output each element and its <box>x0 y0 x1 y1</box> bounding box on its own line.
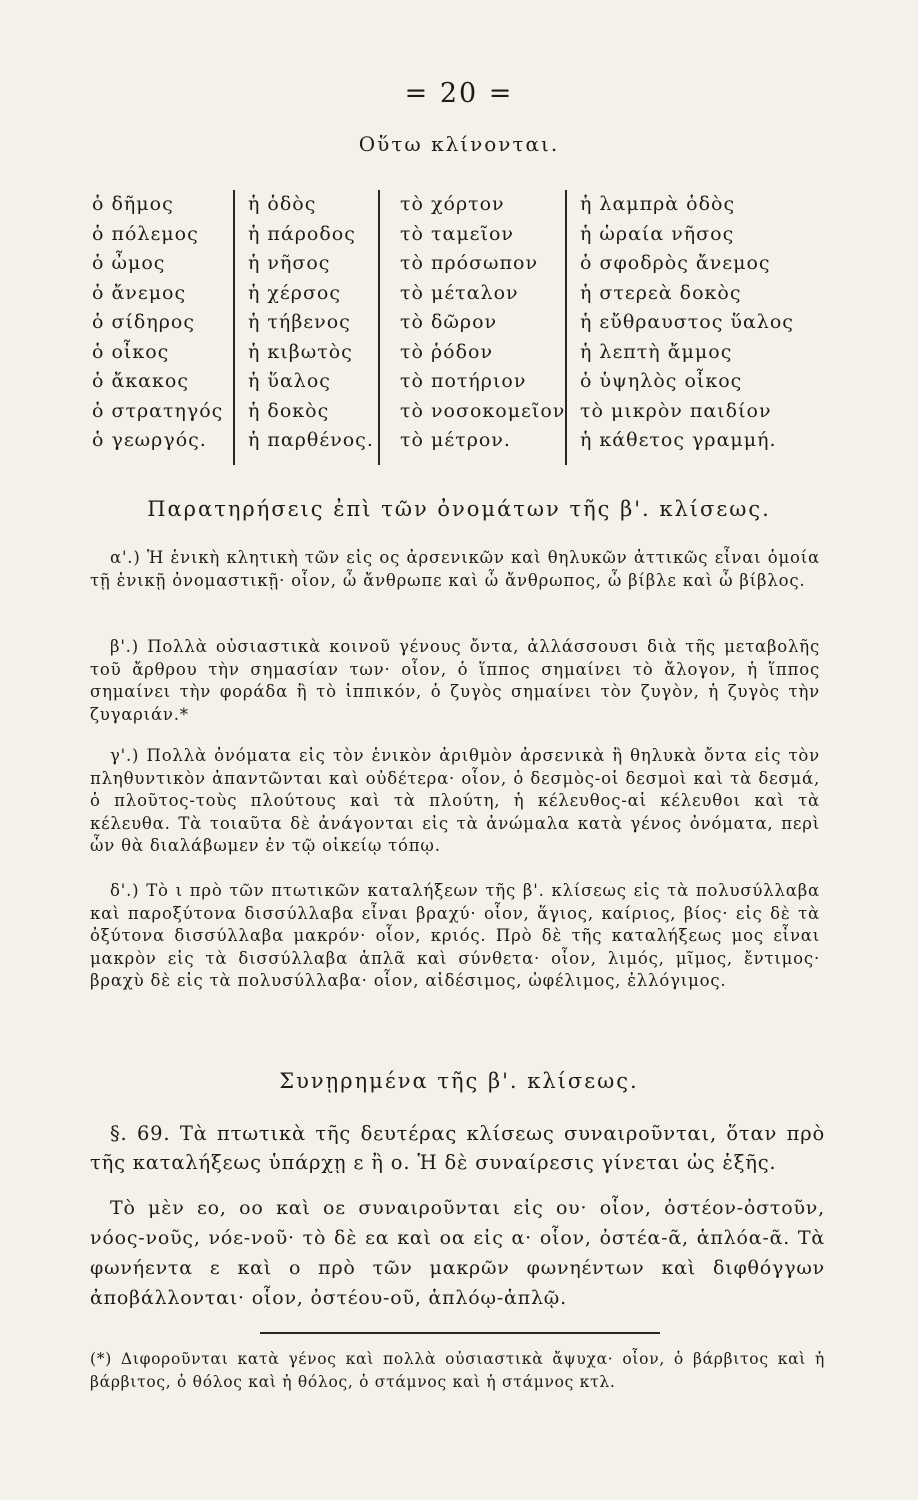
table-cell: ὁ σίδηρος <box>92 311 195 333</box>
table-cell: τὸ δῶρον <box>400 311 498 333</box>
table-cell: ἡ λαμπρὰ ὁδὸς <box>580 193 736 215</box>
table-cell: ὁ ἄνεμος <box>92 281 187 304</box>
paragraph-text: α'.) Ἡ ἑνικὴ κλητικὴ τῶν εἰς ος ἀρσενικῶν καὶ θηλυκῶν ἀττικῶς εἶναι ὁμοία τῇ ἑνικῇ ὀνομαστικῇ· οἷον, ὦ ἄνθρωπε καὶ ὦ ἄνθρωπος, ὦ βίβλε καὶ ὦ βίβλος. <box>90 548 820 590</box>
table-cell: ἡ χέρσος <box>248 281 341 304</box>
table-cell: ἡ δοκὸς <box>248 399 330 422</box>
table-cell: ὁ ὑψηλὸς οἶκος <box>580 370 743 392</box>
paragraph-gamma <box>90 745 820 858</box>
paragraph-beta <box>90 636 820 726</box>
table-cell: τὸ μικρὸν παιδίον <box>580 399 772 422</box>
table-cell: ὁ δῆμος <box>92 193 174 215</box>
footnote: (*) Διφοροῦνται κατὰ γένος καὶ πολλὰ οὐσιαστικὰ ἄψυχα· οἷον, ὁ βάρβιτος καὶ ἡ βάρβιτος, ὁ θόλος καὶ ἡ θόλος, ὁ στάμνος καὶ ἡ στάμνος κτλ. <box>90 1350 825 1391</box>
table-cell: ὁ πόλεμος <box>92 222 199 245</box>
table-cell: ἡ ὕαλος <box>248 370 331 392</box>
table-cell: ἡ νῆσος <box>248 252 331 274</box>
paragraph-delta <box>90 880 820 993</box>
table-cell: ὁ σφοδρὸς ἄνεμος <box>580 252 771 274</box>
column-divider <box>233 190 235 465</box>
contraction-rules-paragraph <box>90 1193 825 1313</box>
table-cell: τὸ νοσοκομεῖον <box>400 399 566 422</box>
paragraph-text: §. 69. Τὰ πτωτικὰ τῆς δευτέρας κλίσεως συναιροῦνται, ὅταν πρὸ τῆς καταλήξεως ὑπάρχῃ ε ἢ ο. Ἡ δὲ συναίρεσις γίνεται ὡς ἑξῆς. <box>90 1122 825 1174</box>
footnote-divider <box>260 1332 660 1334</box>
table-cell: ἡ εὔθραυστος ὕαλος <box>580 311 794 333</box>
table-column-masculine <box>92 190 223 456</box>
page-number: = 20 = <box>404 78 514 109</box>
table-cell: τὸ χόρτον <box>400 193 505 215</box>
table-cell: ἡ λεπτὴ ἄμμος <box>580 340 733 363</box>
table-cell: ἡ ὁδὸς <box>248 193 317 215</box>
column-divider <box>565 190 567 465</box>
table-cell: ἡ τήβενος <box>248 311 351 333</box>
table-cell: τὸ μέτρον. <box>400 429 511 451</box>
table-cell: ἡ ὡραία νῆσος <box>580 222 735 245</box>
table-cell: ἡ κάθετος γραμμή. <box>580 429 777 451</box>
declension-heading: Οὕτω κλίνονται. <box>358 132 560 156</box>
table-cell: ἡ παρθένος. <box>248 429 374 451</box>
paragraph-alpha <box>90 547 820 592</box>
paragraph-text: γ'.) Πολλὰ ὀνόματα εἰς τὸν ἑνικὸν ἀριθμὸν ἀρσενικὰ ἢ θηλυκὰ ὄντα εἰς τὸν πληθυντικὸν ἀπαντῶνται καὶ οὐδέτερα· οἷον, ὁ δεσμὸς-οἱ δεσμοὶ καὶ τὰ δεσμά, ὁ πλοῦτος-τοὺς πλούτους καὶ τὰ πλούτη, ἡ κέλευθος-αἱ κέλευθοι καὶ τὰ κέλευθα. Τὰ τοιαῦτα δὲ ἀνάγονται εἰς τὰ ἀνώμαλα κατὰ γένος ὀνόματα, περὶ ὧν θὰ διαλάβωμεν ἐν τῷ οἰκείῳ τόπῳ. <box>90 746 820 855</box>
table-cell: ὁ οἶκος <box>92 340 170 363</box>
table-cell: ἡ κιβωτὸς <box>248 340 353 363</box>
table-cell: τὸ πρόσωπον <box>400 252 539 274</box>
table-column-phrases <box>580 190 794 456</box>
section-69-paragraph <box>90 1119 825 1177</box>
table-cell: τὸ ποτήριον <box>400 370 527 392</box>
table-cell: τὸ ταμεῖον <box>400 222 514 245</box>
table-cell: ὁ ἄκακος <box>92 370 189 392</box>
column-divider <box>378 190 380 465</box>
table-cell: τὸ ῥόδον <box>400 340 494 363</box>
table-cell: ἡ στερεὰ δοκὸς <box>580 281 742 304</box>
table-cell: ὁ ὦμος <box>92 252 166 274</box>
declension-table <box>0 190 918 480</box>
contracted-heading: Συνῃρημένα τῆς β'. κλίσεως. <box>279 1069 639 1093</box>
table-column-feminine <box>248 190 374 456</box>
paragraph-text: β'.) Πολλὰ οὐσιαστικὰ κοινοῦ γένους ὄντα, ἀλλάσσουσι διὰ τῆς μεταβολῆς τοῦ ἄρθρου τὴν σημασίαν των· οἷον, ὁ ἵππος σημαίνει τὸ ἄλογον, ἡ ἵππος σημαίνει τὴν φοράδα ἢ τὸ ἱππικόν, ὁ ζυγὸς σημαίνει τὸν ζυγὸν, ἡ ζυγὸς τὴν ζυγαριάν.* <box>90 637 820 724</box>
table-cell: ὁ γεωργός. <box>92 429 207 451</box>
paragraph-text: Τὸ μὲν εο, οο καὶ οε συναιροῦνται εἰς ου· οἷον, ὀστέον-ὀστοῦν, νόος-νοῦς, νόε-νοῦ· τὸ δὲ εα καὶ οα εἰς α· οἷον, ὀστέα-ᾶ, ἁπλόα-ᾶ. Τὰ φωνήεντα ε καὶ ο πρὸ τῶν μακρῶν φωνηέντων καὶ διφθόγγων ἀποβάλλονται· οἷον, ὀστέου-οῦ, ἁπλόῳ-ἁπλῷ. <box>90 1197 825 1309</box>
observations-heading: Παρατηρήσεις ἐπὶ τῶν ὀνομάτων τῆς β'. κλίσεως. <box>147 497 771 521</box>
table-column-neuter <box>400 190 565 456</box>
table-cell: ὁ στρατηγός <box>92 399 224 422</box>
table-cell: τὸ μέταλον <box>400 281 519 304</box>
table-cell: ἡ πάροδος <box>248 222 356 245</box>
paragraph-text: δ'.) Τὸ ι πρὸ τῶν πτωτικῶν καταλήξεων τῆς β'. κλίσεως εἰς τὰ πολυσύλλαβα καὶ παροξύτονα δισσύλλαβα εἶναι βραχύ· οἷον, ἅγιος, καίριος, βίος· εἰς δὲ τὰ ὀξύτονα δισσύλλαβα μακρόν· οἷον, κριός. Πρὸ δὲ τῆς καταλήξεως μος εἶναι μακρὸν εἰς τὰ δισσύλλαβα ἁπλᾶ καὶ σύνθετα· οἷον, λιμός, μῖμος, ἔντιμος· βραχὺ δὲ εἰς τὰ πολυσύλλαβα· οἷον, αἰδέσιμος, ὠφέλιμος, ἐλλόγιμος. <box>90 881 820 990</box>
